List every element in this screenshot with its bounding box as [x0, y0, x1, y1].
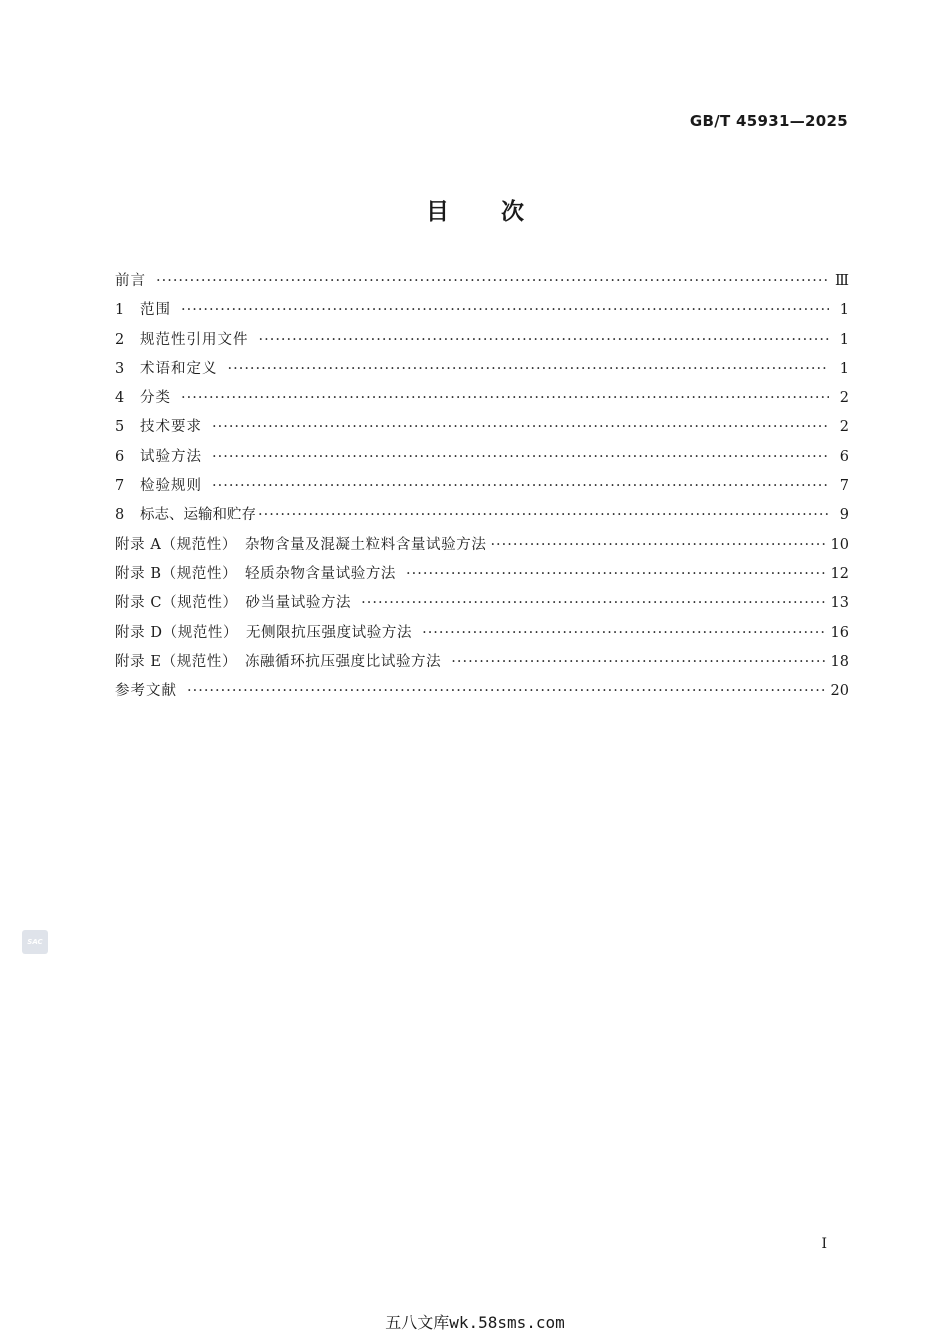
page-number: I [821, 1236, 827, 1252]
toc-entry-classification[interactable] [115, 386, 849, 415]
toc-entry-number: 8 [115, 507, 125, 524]
toc-entry-scope[interactable] [115, 298, 849, 327]
toc-entry-annex-c[interactable] [115, 591, 849, 620]
toc-entry-label: 附录 D（规范性） 无侧限抗压强度试验方法 [115, 624, 413, 641]
toc-entry-page: 10 [830, 536, 849, 553]
toc-entry-page: Ⅲ [835, 273, 849, 289]
toc-dot-leader [181, 302, 829, 318]
toc-entry-number: 6 [115, 448, 125, 465]
toc-entry-label: 前言 [115, 273, 146, 289]
toc-dot-leader [451, 654, 824, 670]
toc-entry-label: 参考文献 [115, 683, 177, 700]
toc-entry-label: 规范性引用文件 [140, 331, 249, 348]
toc-entry-test-methods[interactable] [115, 445, 849, 474]
toc-entry-page: 1 [839, 331, 849, 348]
toc-entry-marking-transport-storage[interactable] [115, 503, 849, 532]
toc-entry-number: 3 [115, 360, 125, 377]
toc-dot-leader [181, 390, 829, 406]
toc-entry-label: 附录 C（规范性） 砂当量试验方法 [115, 595, 352, 612]
toc-entry-foreword[interactable] [115, 269, 849, 298]
toc-entry-page: 12 [830, 565, 849, 582]
toc-entry-label: 标志、运输和贮存 [140, 507, 256, 524]
toc-entry-annex-b[interactable] [115, 562, 849, 591]
standard-number: GB/T 45931—2025 [689, 112, 848, 130]
sac-logo-icon: SAC [22, 930, 48, 954]
toc-dot-leader [212, 419, 829, 435]
toc-entry-annex-d[interactable] [115, 621, 849, 650]
toc-entry-number: 5 [115, 419, 125, 436]
toc-entry-label: 检验规则 [140, 478, 202, 495]
toc-entry-page: 16 [830, 624, 849, 641]
toc-entry-page: 7 [839, 478, 849, 495]
toc-dot-leader [259, 332, 830, 348]
toc-entry-label: 试验方法 [140, 448, 202, 465]
toc-entry-page: 1 [839, 360, 849, 377]
toc-entry-label: 技术要求 [140, 419, 202, 436]
toc-entry-number: 7 [115, 478, 125, 495]
toc-entry-terms[interactable] [115, 357, 849, 386]
toc-entry-label: 附录 A（规范性） 杂物含量及混凝土粒料含量试验方法 [115, 536, 487, 553]
toc-entry-page: 13 [830, 595, 849, 612]
footer-watermark-text: 五八文库wk.58sms.com [385, 1313, 565, 1332]
toc-entry-page: 2 [839, 419, 849, 436]
toc-dot-leader [361, 595, 824, 611]
toc-entry-page: 2 [839, 390, 849, 407]
toc-entry-page: 20 [830, 683, 849, 700]
toc-entry-inspection-rules[interactable] [115, 474, 849, 503]
toc-dot-leader [187, 683, 825, 699]
toc-dot-leader [422, 625, 824, 641]
toc-entry-page: 1 [839, 302, 849, 319]
toc-entry-annex-a[interactable] [115, 533, 849, 562]
toc-dot-leader [490, 537, 824, 553]
toc-dot-leader [212, 449, 829, 465]
toc-dot-leader [258, 507, 829, 523]
table-of-contents [115, 269, 849, 708]
toc-entry-annex-e[interactable] [115, 650, 849, 679]
toc-entry-number: 1 [115, 302, 125, 319]
toc-dot-leader [228, 361, 830, 377]
toc-entry-number: 2 [115, 331, 125, 348]
toc-dot-leader [212, 478, 829, 494]
toc-entry-page: 18 [830, 653, 849, 670]
toc-entry-normative-references[interactable] [115, 328, 849, 357]
toc-entry-requirements[interactable] [115, 415, 849, 444]
toc-entry-label: 分类 [140, 390, 171, 407]
page-title: 目次 [426, 199, 576, 225]
toc-entry-label: 术语和定义 [140, 360, 218, 377]
toc-entry-page: 6 [839, 448, 849, 465]
toc-entry-label: 范围 [140, 302, 171, 319]
toc-entry-number: 4 [115, 390, 125, 407]
toc-entry-page: 9 [839, 507, 849, 524]
toc-dot-leader [406, 566, 825, 582]
toc-entry-bibliography[interactable] [115, 679, 849, 708]
toc-entry-label: 附录 E（规范性） 冻融循环抗压强度比试验方法 [115, 653, 442, 670]
toc-dot-leader [156, 273, 829, 289]
toc-entry-label: 附录 B（规范性） 轻质杂物含量试验方法 [115, 565, 397, 582]
